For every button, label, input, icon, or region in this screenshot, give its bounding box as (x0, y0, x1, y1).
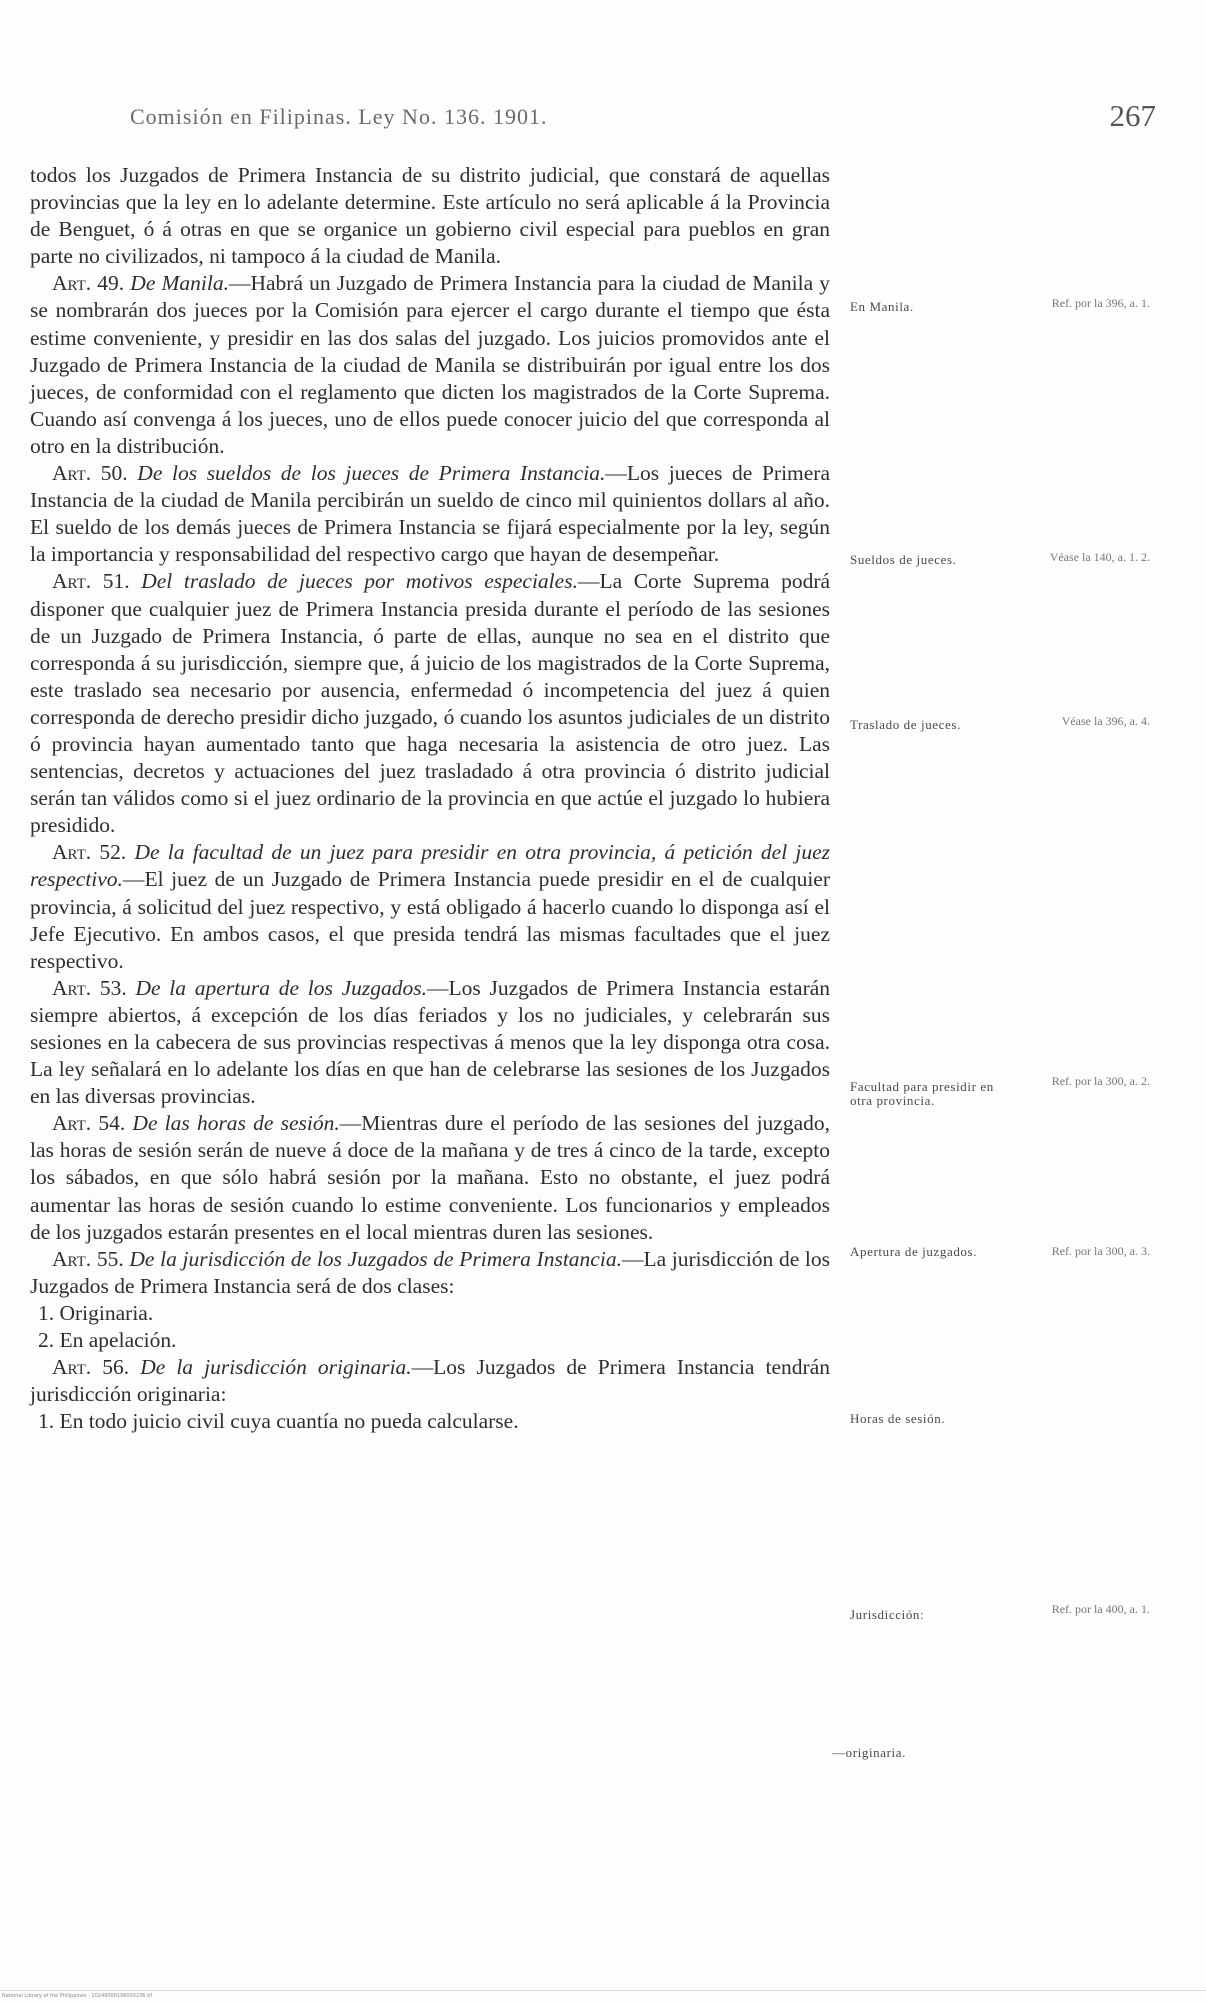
footer-credit: National Library of the Philippines · 10249000196003236.tif (2, 1993, 153, 1999)
margin-ref-en-manila: Ref. por la 396, a. 1. (1051, 296, 1150, 310)
article-55: Art. 55. De la jurisdicción de los Juzgados de Primera Instancia.—La jurisdicción de los Juzgados de Primera Instancia será de dos clases: (30, 1246, 831, 1298)
margin-ref-jurisdiccion: Ref. por la 400, a. 1. (1051, 1602, 1150, 1616)
footer-divider (0, 1990, 1206, 1991)
margin-note-sueldos: Sueldos de jueces. (850, 552, 957, 567)
margin-note-apertura: Apertura de juzgados. (850, 1244, 978, 1259)
article-54: Art. 54. De las horas de sesión.—Mientras dure el período de las sesiones del juzgado, las horas de sesión serán de nueve á doce de la mañana y de tres á cinco de la tarde, excepto los sábados, en que sólo habrá sesión por la mañana. Esto no obstante, el juez podrá aumentar las horas de sesión cuando lo estime conveniente. Los funcionarios y empleados de los juzgados estarán presentes en el local mientras duren las sesiones. (30, 1111, 831, 1244)
margin-ref-apertura: Ref. por la 300, a. 3. (1051, 1244, 1150, 1258)
article-53: Art. 53. De la apertura de los Juzgados.—Los Juzgados de Primera Instancia estarán siempre abiertos, á excepción de los días feriados y los no judiciales, y celebrarán sus sesiones en la cabecera de sus provincias respectivas á menos que la ley disponga otra cosa. La ley señalará en lo adelante los días en que han de celebrarse las sesiones de los Juzgados en las diversas provincias. (30, 975, 831, 1109)
page-header (130, 98, 1156, 144)
article-49: Art. 49. De Manila.—Habrá un Juzgado de Primera Instancia para la ciudad de Manila y se nombrarán dos jueces por la Comisión para ejercer el cargo durante el tiempo que ésta estime conveniente, y presidir en las dos salas del juzgado. Los juicios promovidos ante el Juzgado de Primera Instancia de la ciudad de Manila se distribuirán por igual entre los dos jueces, de conformidad con el reglamento que dicten los magistrados de la Corte Suprema. Cuando así convenga á los jueces, uno de ellos puede conocer juicio del que corresponda al otro en la distribución. (30, 271, 830, 458)
list-item-originaria: 1. Originaria. (38, 1300, 154, 1325)
list-item-apelacion: 2. En apelación. (38, 1328, 177, 1353)
article-52: Art. 52. De la facultad de un juez para presidir en otra provincia, á petición del juez respectivo.—El juez de un Juzgado de Primera Instancia puede presidir en el de cualquier provincia, á solicitud del juez respectivo, y está obligado á hacerlo cuando lo disponga así el Jefe Ejecutivo. En ambos casos, el que presida tendrá las mismas facultades que el juez respectivo. (30, 840, 831, 973)
margin-note-originaria: —originaria. (832, 1745, 906, 1760)
list-item-juicio-civil: 1. En todo juicio civil cuya cuantía no pueda calcularse. (38, 1409, 519, 1434)
article-56: Art. 56. De la jurisdicción originaria.—Los Juzgados de Primera Instancia tendrán jurisdicción originaria: (30, 1355, 830, 1407)
article-50: Art. 50. De los sueldos de los jueces de Primera Instancia.—Los jueces de Primera Instancia de la ciudad de Manila percibirán un sueldo de cinco mil quinientos dollars al año. El sueldo de los demás jueces de Primera Instancia se fijará especialmente por la ley, según la importancia y responsabilidad del respectivo cargo que hayan de desempeñar. (30, 461, 831, 567)
body-text (30, 162, 830, 1435)
article-51: Art. 51. Del traslado de jueces por motivos especiales.—La Corte Suprema podrá disponer que cualquier juez de Primera Instancia presida durante el período de las sesiones de un Juzgado de Primera Instancia, ó parte de ellas, aunque no sea en el distrito que corresponda á su jurisdicción, siempre que, á juicio de los magistrados de la Corte Suprema, este traslado sea necesario por ausencia, enfermedad ó incompetencia del juez á quien corresponda de derecho presidir dicho juzgado, ó cuando los asuntos judiciales de un distrito ó provincia hayan aumentado tanto que haga necesaria la asistencia de otro juez. Las sentencias, decretos y actuaciones del juez trasladado á otra provincia ó distrito judicial serán tan válidos como si el juez ordinario de la provincia en que actúe el juzgado lo hubiera presidido. (30, 569, 831, 838)
margin-ref-facultad: Ref. por la 300, a. 2. (1051, 1074, 1150, 1088)
margin-note-horas: Horas de sesión. (850, 1411, 946, 1426)
running-title: Comisión en Filipinas. Ley No. 136. 1901. (130, 104, 548, 129)
margin-note-traslado: Traslado de jueces. (850, 717, 961, 732)
margin-note-facultad: Facultad para presidir en otra provincia. (850, 1079, 994, 1108)
margin-ref-traslado: Véase la 396, a. 4. (1061, 714, 1150, 728)
paragraph-continuation: todos los Juzgados de Primera Instancia de su distrito judicial, que constará de aquellas provincias que la ley en lo adelante determine. Este artículo no será aplicable á la Provincia de Benguet, ó á otras en que se organice un gobierno civil especial para pueblos en gran parte no civilizados, ni tampoco á la ciudad de Manila. (30, 163, 830, 269)
margin-note-en-manila: En Manila. (850, 299, 914, 314)
page-number: 267 (1109, 98, 1156, 133)
margin-ref-sueldos: Véase la 140, a. 1. 2. (1049, 550, 1150, 564)
margin-note-jurisdiccion: Jurisdicción: (850, 1607, 925, 1622)
